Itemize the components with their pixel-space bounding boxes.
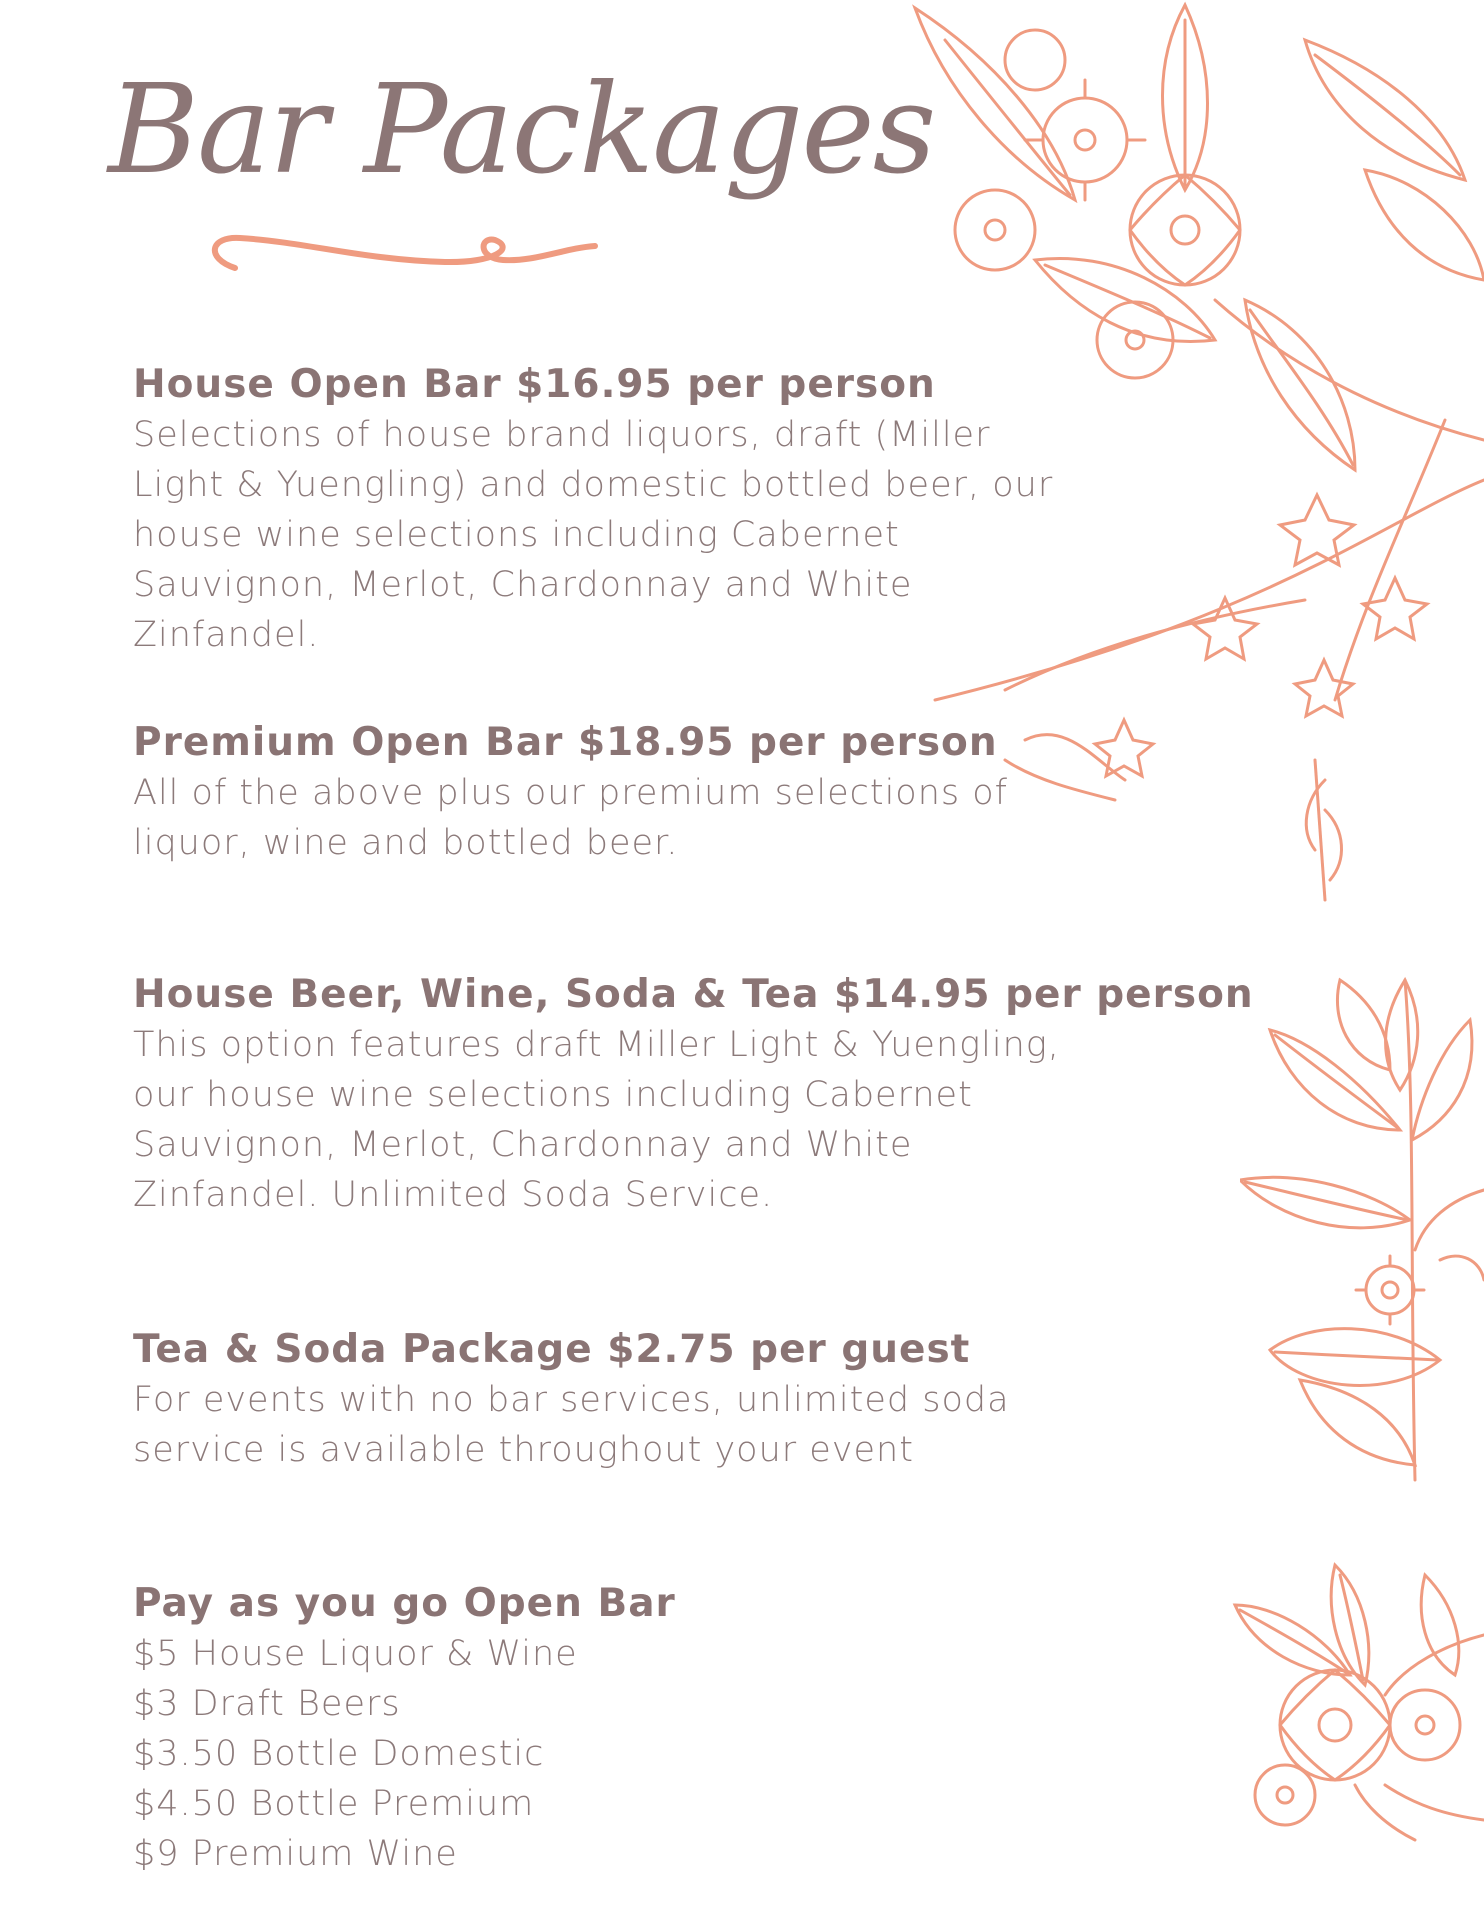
package-heading: Tea & Soda Package $2.75 per guest [133, 1327, 971, 1372]
blossom-illustration-icon [1225, 1555, 1484, 1845]
package-description [133, 1020, 1093, 1220]
package-pay-as-you-go [133, 1579, 1093, 1879]
package-house-beer-wine-soda-tea [133, 970, 1254, 1220]
description-line: house wine selections including Cabernet [133, 515, 900, 555]
swash-flourish-icon [195, 228, 605, 288]
description-line: Sauvignon, Merlot, Chardonnay and White [133, 565, 913, 605]
page-title: Bar Packages [108, 58, 935, 202]
description-line: liquor, wine and bottled beer. [133, 823, 679, 863]
package-premium-open-bar [133, 718, 1093, 868]
description-line: Selections of house brand liquors, draft (Miller [133, 415, 991, 455]
description-line: our house wine selections including Cabernet [133, 1075, 973, 1115]
description-line: Light & Yuengling) and domestic bottled beer, our [133, 465, 1054, 505]
package-tea-soda [133, 1325, 1093, 1475]
package-description [133, 1375, 1093, 1475]
description-line: Sauvignon, Merlot, Chardonnay and White [133, 1125, 913, 1165]
price-list [133, 1629, 1093, 1879]
description-line: Zinfandel. [133, 615, 320, 655]
package-heading: Premium Open Bar $18.95 per person [133, 720, 998, 765]
package-description [133, 768, 1093, 868]
leafy-branch-illustration-icon [1240, 960, 1484, 1500]
price-list-item: $9 Premium Wine [133, 1834, 458, 1874]
package-heading: House Open Bar $16.95 per person [133, 362, 936, 407]
package-heading: House Beer, Wine, Soda & Tea $14.95 per person [133, 972, 1254, 1017]
description-line: This option features draft Miller Light & Yuengling, [133, 1025, 1060, 1065]
price-list-item: $3.50 Bottle Domestic [133, 1734, 545, 1774]
description-line: service is available throughout your event [133, 1430, 914, 1470]
package-heading: Pay as you go Open Bar [133, 1581, 676, 1626]
description-line: All of the above plus our premium selections of [133, 773, 1008, 813]
description-line: Zinfandel. Unlimited Soda Service. [133, 1175, 774, 1215]
price-list-item: $4.50 Bottle Premium [133, 1784, 535, 1824]
package-house-open-bar [133, 360, 1093, 660]
description-line: For events with no bar services, unlimited soda [133, 1380, 1010, 1420]
price-list-item: $5 House Liquor & Wine [133, 1634, 578, 1674]
price-list-item: $3 Draft Beers [133, 1684, 401, 1724]
package-description [133, 410, 1093, 660]
